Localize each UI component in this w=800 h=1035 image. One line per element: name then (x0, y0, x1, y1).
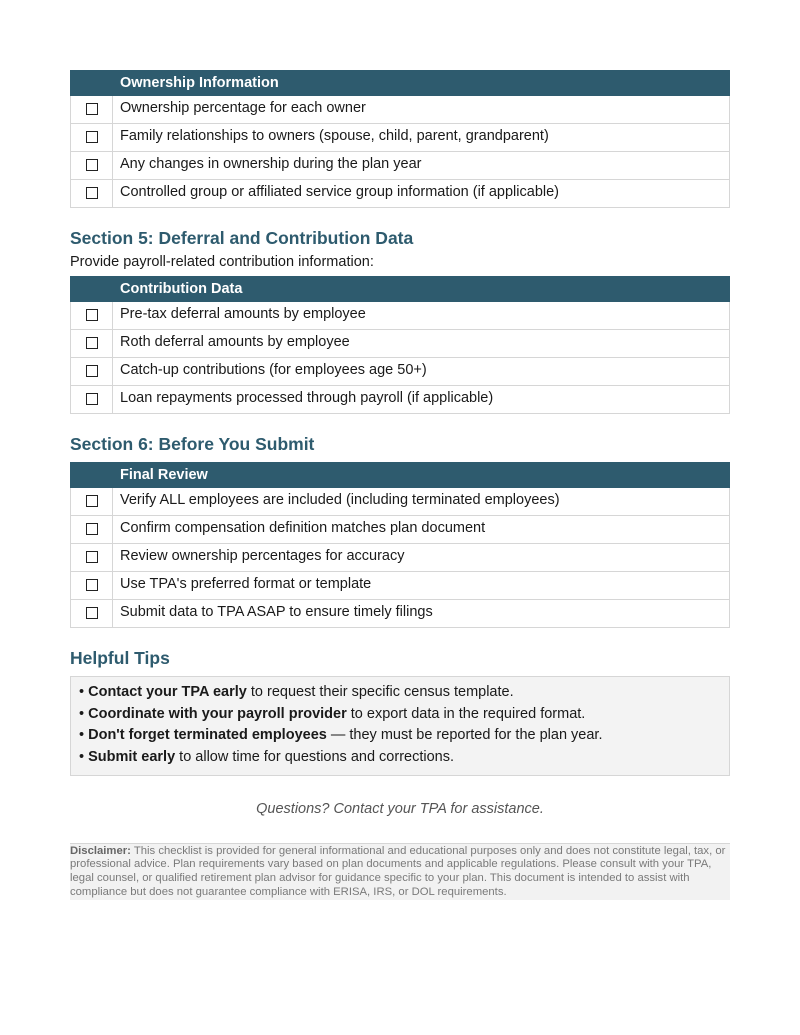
checklist-item: Roth deferral amounts by employee (113, 330, 730, 358)
checklist-item: Submit data to TPA ASAP to ensure timely filings (113, 600, 730, 628)
checklist-item: Review ownership percentages for accuracy (113, 544, 730, 572)
checkbox[interactable] (86, 131, 98, 143)
disclaimer-text: This checklist is provided for general informational and educational purposes only and does not constitute legal, tax, or professional advice. Plan requirements vary based on plan documents and applicable regulations. Please consult with your TPA, legal counsel, or qualified retirement plan advisor for guidance specific to your plan. This document is intended to assist with compliance but does not guarantee compliance with ERISA, IRS, or DOL requirements. (70, 844, 726, 898)
checkbox[interactable] (86, 159, 98, 171)
tip-item: • Submit early to allow time for questions and corrections. (79, 749, 454, 766)
checkbox[interactable] (86, 393, 98, 405)
checklist-row (71, 180, 730, 208)
checklist-item: Controlled group or affiliated service group information (if applicable) (113, 180, 730, 208)
helpful-tips-box (70, 676, 730, 776)
checklist-item: Use TPA's preferred format or template (113, 572, 730, 600)
checklist-row (71, 600, 730, 628)
ownership-table (70, 70, 730, 208)
checklist-row (71, 544, 730, 572)
tip-item: • Contact your TPA early to request their specific census template. (79, 684, 514, 700)
contact-note: Questions? Contact your TPA for assistance. (256, 800, 544, 817)
checklist-row (71, 124, 730, 152)
table-header-row (71, 277, 730, 302)
checkbox[interactable] (86, 607, 98, 619)
checkbox[interactable] (86, 551, 98, 563)
tip-item: • Don't forget terminated employees — they must be reported for the plan year. (79, 727, 603, 744)
checklist-row (71, 302, 730, 330)
ownership-table-header: Ownership Information (113, 71, 730, 96)
checkbox[interactable] (86, 579, 98, 591)
checklist-page (70, 70, 730, 900)
checklist-row (71, 358, 730, 386)
checklist-item: Family relationships to owners (spouse, child, parent, grandparent) (113, 124, 730, 152)
contribution-table-header: Contribution Data (113, 277, 730, 302)
checklist-row (71, 488, 730, 516)
section-5-intro: Provide payroll-related contribution information: (70, 254, 374, 270)
helpful-tips-title: Helpful Tips (70, 648, 170, 668)
disclaimer (70, 843, 730, 900)
checkbox[interactable] (86, 309, 98, 321)
final-review-table-header: Final Review (113, 463, 730, 488)
section-6-title: Section 6: Before You Submit (70, 434, 315, 454)
checklist-item: Confirm compensation definition matches plan document (113, 516, 730, 544)
checklist-item: Pre-tax deferral amounts by employee (113, 302, 730, 330)
contribution-table (70, 276, 730, 414)
checklist-item: Catch-up contributions (for employees age 50+) (113, 358, 730, 386)
checklist-row (71, 96, 730, 124)
checklist-item: Verify ALL employees are included (including terminated employees) (113, 488, 730, 516)
checklist-item: Ownership percentage for each owner (113, 96, 730, 124)
checkbox[interactable] (86, 337, 98, 349)
checkbox[interactable] (86, 103, 98, 115)
checkbox[interactable] (86, 365, 98, 377)
disclaimer-label: Disclaimer: (70, 844, 131, 857)
checklist-row (71, 516, 730, 544)
checkbox[interactable] (86, 187, 98, 199)
section-5-title: Section 5: Deferral and Contribution Data (70, 228, 414, 248)
final-review-table (70, 462, 730, 628)
checklist-row (71, 152, 730, 180)
checklist-row (71, 386, 730, 414)
checklist-item: Any changes in ownership during the plan year (113, 152, 730, 180)
checkbox[interactable] (86, 495, 98, 507)
checkbox[interactable] (86, 523, 98, 535)
table-header-row (71, 71, 730, 96)
checklist-row (71, 572, 730, 600)
table-header-row (71, 463, 730, 488)
checklist-row (71, 330, 730, 358)
checklist-item: Loan repayments processed through payroll (if applicable) (113, 386, 730, 414)
tip-item: • Coordinate with your payroll provider to export data in the required format. (79, 705, 586, 722)
